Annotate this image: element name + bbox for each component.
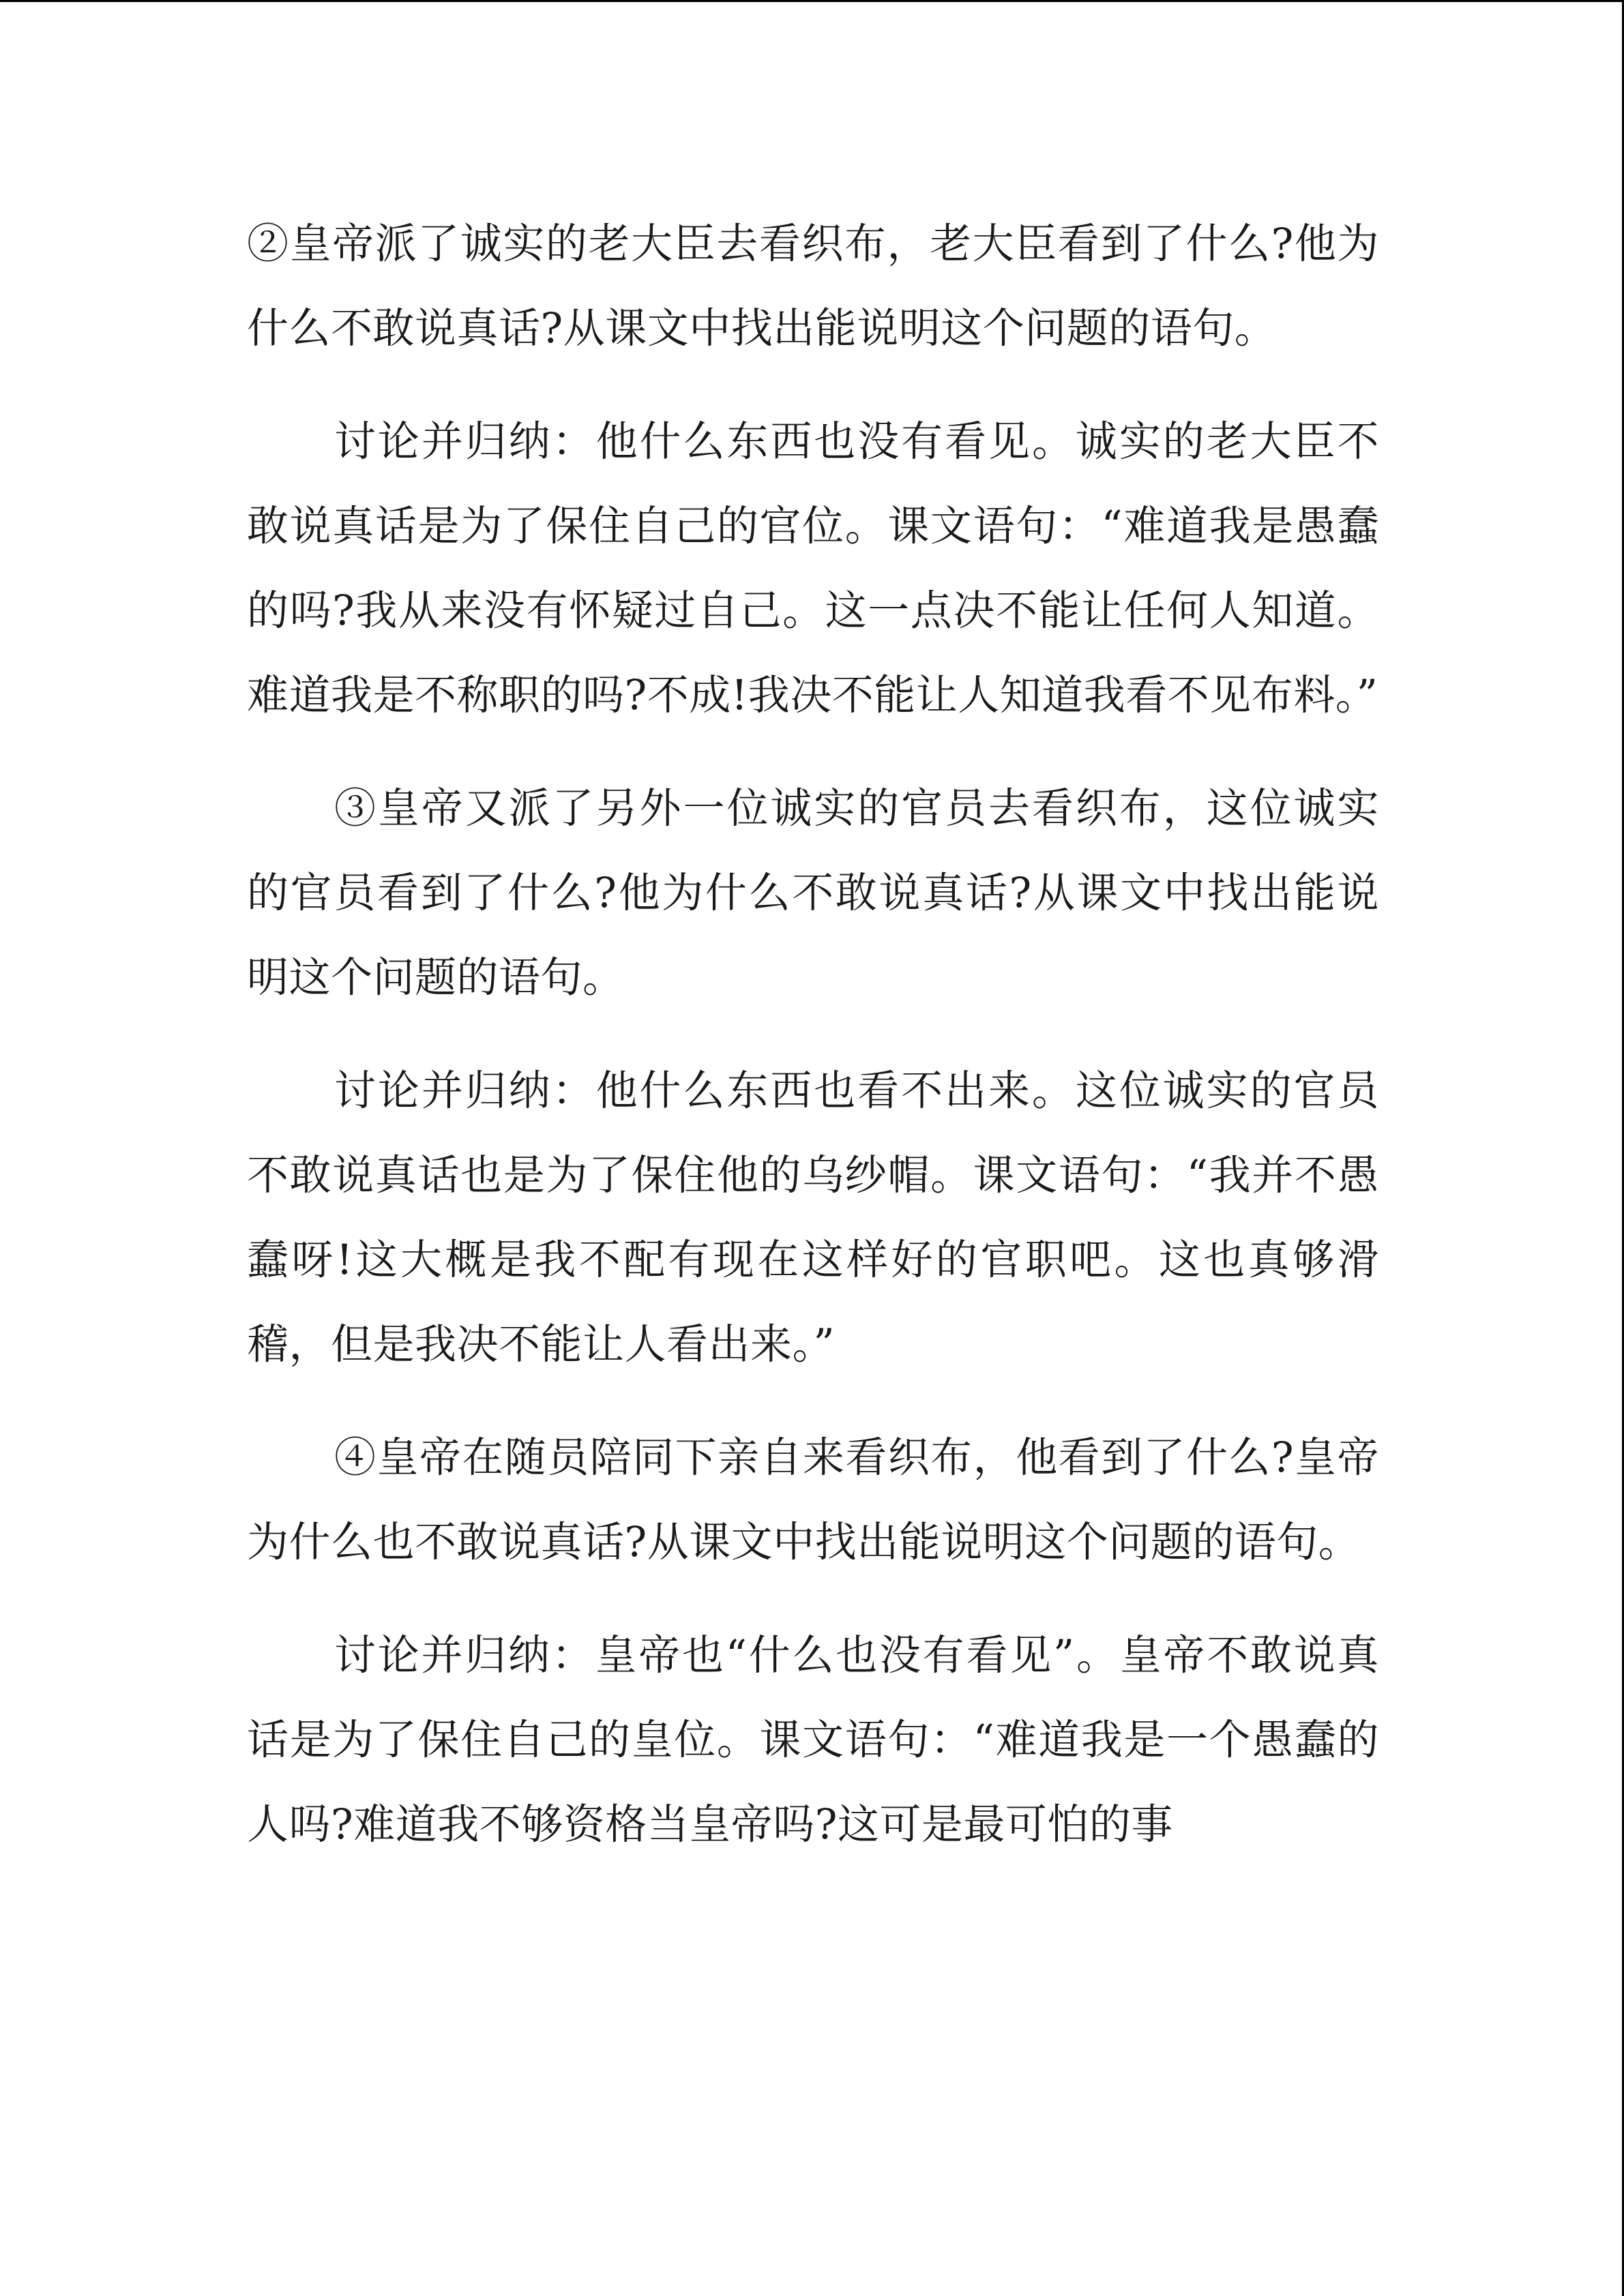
paragraph-question-2: ②皇帝派了诚实的老大臣去看织布，老大臣看到了什么?他为什么不敢说真话?从课文中找出能说明这个问题的语句。 [247, 220, 1379, 353]
page-top-border [0, 0, 1624, 2]
paragraph-answer-4: 讨论并归纳：皇帝也“什么也没有看见”。皇帝不敢说真话是为了保住自己的皇位。课文语句：“难道我是一个愚蠢的人吗?难道我不够资格当皇帝吗?这可是最可怕的事 [247, 1631, 1379, 1849]
document-body [247, 202, 1379, 1896]
paragraph-answer-2: 讨论并归纳：他什么东西也没有看见。诚实的老大臣不敢说真话是为了保住自己的官位。课文语句：“难道我是愚蠢的吗?我从来没有怀疑过自己。这一点决不能让任何人知道。难道我是不称职的吗?不成!我决不能让人知道我看不见布料。” [247, 417, 1379, 719]
paragraph-answer-3: 讨论并归纳：他什么东西也看不出来。这位诚实的官员不敢说真话也是为了保住他的乌纱帽。课文语句：“我并不愚蠢呀!这大概是我不配有现在这样好的官职吧。这也真够滑稽，但是我决不能让人看出来。” [247, 1067, 1379, 1369]
paragraph-question-3: ③皇帝又派了另外一位诚实的官员去看织布，这位诚实的官员看到了什么?他为什么不敢说真话?从课文中找出能说明这个问题的语句。 [247, 784, 1379, 1002]
paragraph-question-4: ④皇帝在随员陪同下亲自来看织布，他看到了什么?皇帝为什么也不敢说真话?从课文中找出能说明这个问题的语句。 [247, 1433, 1379, 1566]
